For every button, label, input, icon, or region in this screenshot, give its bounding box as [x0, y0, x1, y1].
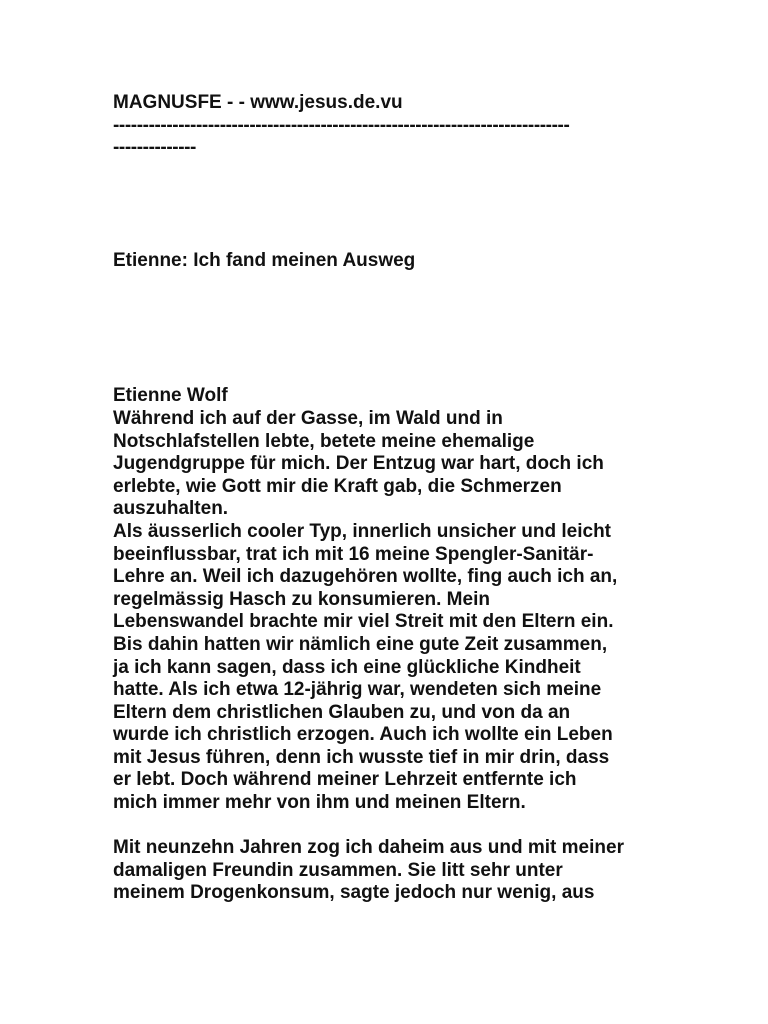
paragraph-line: wurde ich christlich erzogen. Auch ich wollte ein Leben: [113, 724, 613, 746]
paragraph-line: damaligen Freundin zusammen. Sie litt sehr unter: [113, 859, 563, 881]
paragraph-line: mit Jesus führen, denn ich wusste tief in mir drin, dass: [113, 746, 610, 768]
paragraph-line: ja ich kann sagen, dass ich eine glückliche Kindheit: [113, 656, 581, 678]
paragraph-2: [113, 521, 673, 815]
article-heading: Etienne: Ich fand meinen Ausweg: [113, 249, 416, 271]
document-page: [113, 92, 673, 905]
paragraph-line: Mit neunzehn Jahren zog ich daheim aus und mit meiner: [113, 837, 624, 859]
paragraph-line: hatte. Als ich etwa 12-jährig war, wendeten sich meine: [113, 679, 602, 701]
spacer: [113, 160, 673, 250]
paragraph-line: Jugendgruppe für mich. Der Entzug war hart, doch ich: [113, 453, 604, 475]
article-author: Etienne Wolf: [113, 385, 228, 407]
paragraph-line: Lebenswandel brachte mir viel Streit mit den Eltern ein.: [113, 611, 614, 633]
paragraph-1: [113, 408, 673, 521]
paragraph-3: [113, 837, 673, 905]
paragraph-line: Als äusserlich cooler Typ, innerlich unsicher und leicht: [113, 520, 611, 542]
spacer: [113, 272, 673, 385]
paragraph-line: erlebte, wie Gott mir die Kraft gab, die Schmerzen: [113, 475, 562, 497]
paragraph-line: Bis dahin hatten wir nämlich eine gute Zeit zusammen,: [113, 633, 608, 655]
paragraph-line: meinem Drogenkonsum, sagte jedoch nur wenig, aus: [113, 882, 595, 904]
spacer: [113, 815, 673, 838]
paragraph-line: Während ich auf der Gasse, im Wald und in: [113, 407, 503, 429]
document-header-title: MAGNUSFE - - www.jesus.de.vu: [113, 92, 403, 113]
paragraph-line: Eltern dem christlichen Glauben zu, und von da an: [113, 701, 571, 723]
separator-rule-line-2: --------------: [113, 137, 196, 159]
paragraph-line: mich immer mehr von ihm und meinen Eltern.: [113, 792, 526, 814]
paragraph-line: er lebt. Doch während meiner Lehrzeit entfernte ich: [113, 769, 577, 791]
paragraph-line: regelmässig Hasch zu konsumieren. Mein: [113, 588, 490, 610]
paragraph-line: auszuhalten.: [113, 498, 229, 520]
paragraph-line: Lehre an. Weil ich dazugehören wollte, fing auch ich an,: [113, 566, 618, 588]
paragraph-line: Notschlafstellen lebte, betete meine ehemalige: [113, 430, 535, 452]
paragraph-line: beeinflussbar, trat ich mit 16 meine Spengler-Sanitär-: [113, 543, 594, 565]
separator-rule-line-1: -----------------------------------------------------------------------------: [113, 114, 570, 136]
